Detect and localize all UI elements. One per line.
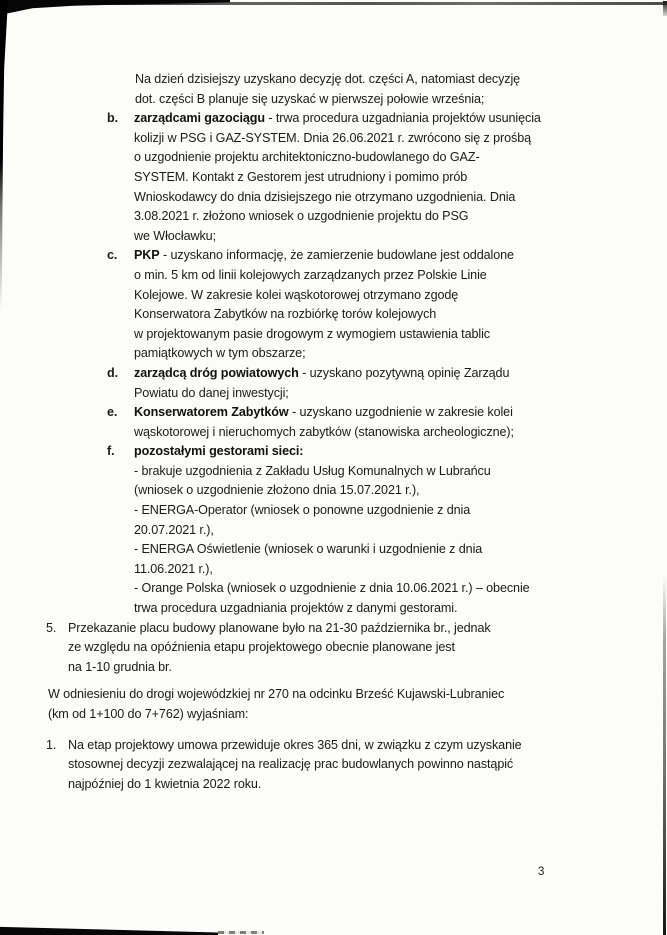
scan-top-right-notch: [663, 1, 667, 16]
scan-bottom-edge-tail: [218, 931, 264, 934]
text-line: Przekazanie placu budowy planowane było na 21-30 października br., jednak: [68, 620, 491, 635]
text-line: ze względu na opóźnienia etapu projektowego obecnie planowane jest: [68, 640, 455, 655]
text-line: - Orange Polska (wniosek o uzgodnienie z dnia 10.06.2021 r.) – obecnie: [134, 581, 530, 596]
text-line: - brakuje uzgodnienia z Zakładu Usług Komunalnych w Lubrańcu: [134, 463, 491, 478]
list-marker: 5.: [46, 620, 57, 635]
list-item-body: [134, 109, 541, 246]
text-line: na 1-10 grudnia br.: [68, 659, 172, 674]
lead-rest: - trwa procedura uzgadniania projektów usunięcia: [264, 111, 541, 126]
text-line: najpóźniej do 1 kwietnia 2022 roku.: [68, 776, 262, 791]
list-item-body: [134, 403, 514, 442]
text-line: (km od 1+100 do 7+762) wyjaśniam:: [48, 707, 249, 721]
paragraph-continuation-a: [135, 70, 667, 109]
text-line: o min. 5 km od linii kolejowych zarządzanych przez Polskie Linie: [134, 267, 487, 282]
text-line: SYSTEM. Kontakt z Gestorem jest utrudniony i pomimo prób: [134, 169, 468, 184]
bold-lead: zarządcą dróg powiatowych: [134, 365, 299, 380]
lead-rest: - uzyskano pozytywną opinię Zarządu: [298, 365, 510, 380]
bold-lead: Konserwatorem Zabytków: [134, 405, 289, 420]
text-line: [134, 364, 509, 384]
text-line: (wniosek o uzgodnienie złożono dnia 15.07.2021 r.),: [134, 483, 420, 498]
text-line: o uzgodnienie projektu architektoniczno-budowlanego do GAZ-: [134, 150, 480, 165]
list-marker: e.: [107, 405, 118, 420]
text-line: [134, 109, 541, 129]
text-line: w projektowanym pasie drogowym z wymogiem ustawienia tablic: [134, 326, 490, 341]
text-line: - ENERGA Oświetlenie (wniosek o warunki i uzgodnienie z dnia: [134, 542, 483, 557]
page-number: 3: [538, 866, 545, 878]
list-item-1: [46, 736, 667, 795]
text-line: 11.06.2021 r.),: [134, 561, 213, 576]
list-marker: f.: [107, 444, 115, 459]
list-marker: c.: [107, 248, 118, 263]
text-line: we Włocławku;: [134, 228, 216, 243]
list-item-c: [107, 246, 667, 364]
text-line: stosownej decyzji zezwalającej na realizację prac budowlanych powinno nastąpić: [68, 757, 514, 772]
paragraph-road-270: [48, 685, 667, 724]
text-line: Na etap projektowy umowa przewiduje okres 365 dni, w związku z czym uzyskanie: [68, 737, 522, 752]
text-line: [134, 403, 514, 423]
list-item-body: [134, 246, 514, 364]
text-line: [134, 246, 514, 266]
bold-lead: pozostałymi gestorami sieci:: [134, 444, 304, 459]
text-line: Wnioskodawcy do dnia dzisiejszego nie otrzymano uzgodnienia. Dnia: [134, 189, 516, 204]
lead-rest: - uzyskano informację, że zamierzenie budowlane jest oddalone: [159, 248, 514, 263]
list-item-b: [107, 109, 667, 246]
text-line: wąskotorowej i nieruchomych zabytków (stanowiska archeologiczne);: [134, 424, 514, 439]
text-line: Powiatu do danej inwestycji;: [134, 385, 289, 400]
lead-rest: - uzyskano uzgodnienie w zakresie kolei: [288, 405, 513, 420]
text-line: 3.08.2021 r. złożono wniosek o uzgodnienie projektu do PSG: [134, 209, 469, 224]
text-line: Na dzień dzisiejszy uzyskano decyzję dot. części A, natomiast decyzję: [135, 72, 521, 86]
text-line: 20.07.2021 r.),: [134, 522, 214, 537]
text-line: [134, 442, 530, 462]
text-line: Konserwatora Zabytków na rozbiórkę torów kolejowych: [134, 307, 437, 322]
list-marker: b.: [107, 111, 118, 126]
list-marker: d.: [107, 365, 118, 380]
list-item-f: [107, 442, 667, 618]
text-line: trwa procedura uzgadniania projektów z danymi gestorami.: [134, 601, 458, 616]
text-line: kolizji w PSG i GAZ-SYSTEM. Dnia 26.06.2021 r. zwrócono się z prośbą: [134, 130, 532, 145]
list-item-body: [134, 442, 530, 618]
list-item-body: [68, 736, 522, 795]
scan-bottom-left-shadow: [0, 926, 218, 935]
text-line: W odniesieniu do drogi wojewódzkiej nr 270 na odcinku Brześć Kujawski-Lubraniec: [48, 687, 505, 702]
bold-lead: zarządcami gazociągu: [134, 111, 265, 126]
scan-top-left-shadow: [0, 0, 230, 15]
list-item-body: [134, 364, 509, 403]
list-item-5: [46, 619, 667, 678]
list-item-body: [68, 619, 491, 678]
text-line: pamiątkowych w tym obszarze;: [134, 346, 306, 361]
list-marker: 1.: [46, 737, 57, 752]
list-item-d: [107, 364, 667, 403]
text-line: - ENERGA-Operator (wniosek o ponowne uzgodnienie z dnia: [134, 503, 471, 518]
document-body: [0, 70, 667, 794]
bold-lead: PKP: [134, 248, 160, 263]
text-line: dot. części B planuje się uzyskać w pierwszej połowie września;: [135, 91, 485, 106]
list-item-e: [107, 403, 667, 442]
text-line: Kolejowe. W zakresie kolei wąskotorowej otrzymano zgodę: [134, 287, 459, 302]
